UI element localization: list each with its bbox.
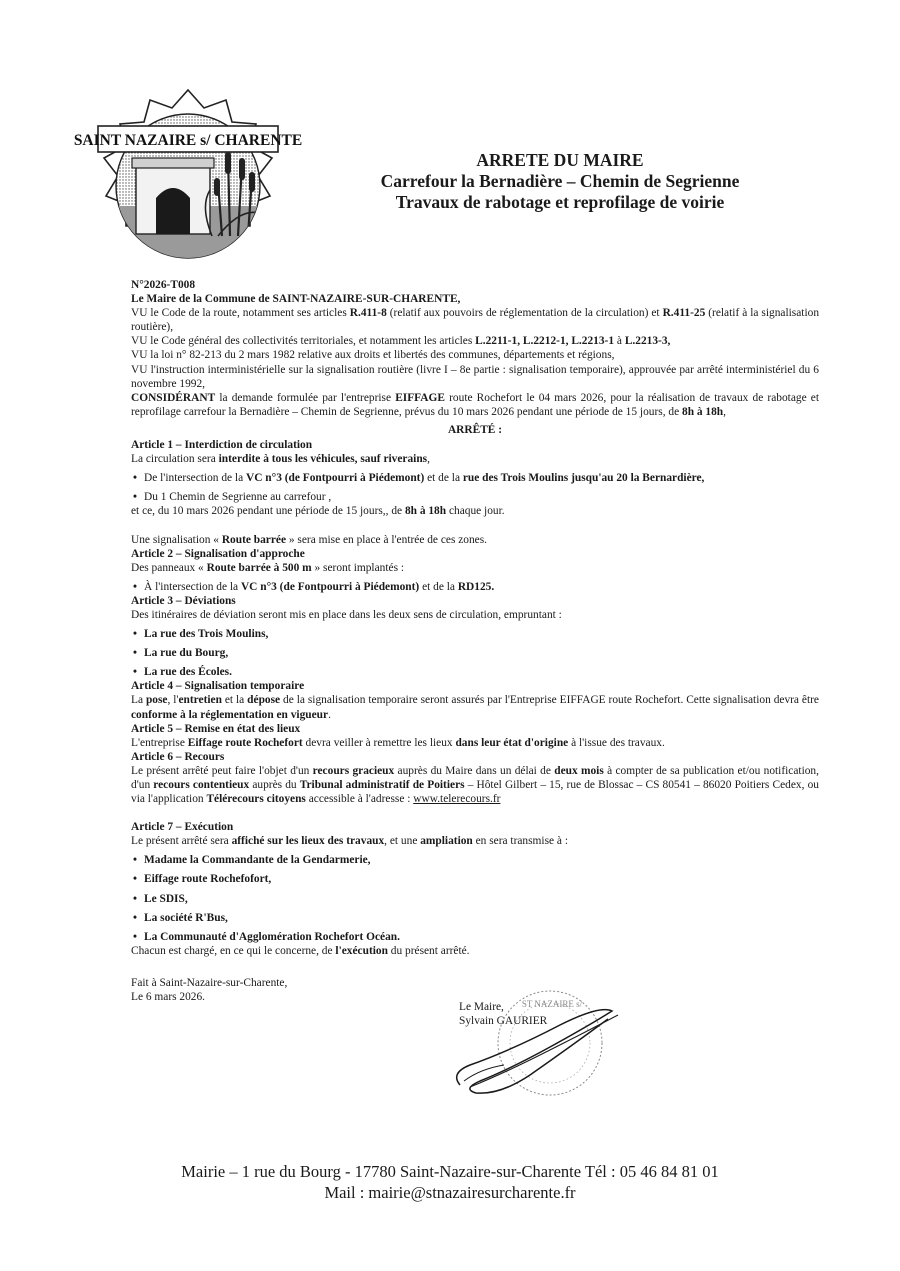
commune-crest-icon [73,86,303,262]
article-1-line: La circulation sera interdite à tous les véhicules, sauf riverains, [131,453,430,466]
bullet-icon: • [133,472,137,485]
signature-role: Le Maire, [459,1001,504,1013]
list-item: • La Communauté d'Agglomération Rochefort Océan. [133,930,400,943]
footer-mail: Mail : mairie@stnazairesurcharente.fr [324,1183,576,1202]
commune-logo [73,86,303,262]
stamp-text: ST NAZAIRE s/ [521,999,583,1009]
signoff-place: Fait à Saint-Nazaire-sur-Charente, [131,977,288,989]
signature-name: Sylvain GAURIER [459,1015,548,1027]
arrete-heading: ARRÊTÉ : [447,423,503,436]
article-4-title: Article 4 – Signalisation temporaire [131,680,305,693]
article-1-bullet-1: • De l'intersection de la VC n°3 (de Fontpourri à Piédemont) et de la rue des Trois Moulins jusqu'au 20 la Bernardière, [133,472,705,485]
list-item: • Le SDIS, [133,892,188,905]
article-6-text: Le présent arrêté peut faire l'objet d'un recours gracieux auprès du Maire dans un délai de deux mois à compter de sa publication et/ou notification, d'un recours contentieux auprès du Tribunal administratif de Poitiers – Hôtel Gilbert – 15, rue de Blossac – CS 80541 – 86020 Poitiers Cedex, ou via l'application Télérecours citoyens accessible à l'adresse : www.telerecours.fr [131,764,819,806]
article-5-title: Article 5 – Remise en état des lieux [131,722,301,735]
considerant: CONSIDÉRANT la demande formulée par l'entreprise EIFFAGE route Rochefort le 04 mars 2026, pour la réalisation de travaux de rabotage et reprofilage carrefour la Bernadière – Chemin de Segrienne, prévus du 10 mars 2026 pendant une période de 15 jours, de 8h à 18h, [131,391,819,418]
article-2-bullet: • À l'intersection de la VC n°3 (de Fontpourri à Piédemont) et de la RD125. [133,580,495,593]
signoff-date: Le 6 mars 2026. [131,991,206,1003]
bullet-icon: • [133,930,137,943]
document-header [330,150,790,213]
article-2-title: Article 2 – Signalisation d'approche [131,547,305,560]
article-5-text: L'entreprise Eiffage route Rochefort devra veiller à remettre les lieux dans leur état d'origine à l'issue des travaux. [131,736,665,749]
signature-block [459,1000,547,1028]
vu-loi: VU la loi n° 82-213 du 2 mars 1982 relative aux droits et libertés des communes, départements et régions, [131,349,615,362]
article-1-title: Article 1 – Interdiction de circulation [131,439,313,452]
article-1-bullet-2: • Du 1 Chemin de Segrienne au carrefour , [133,491,332,504]
document-body [131,278,819,958]
bullet-icon: • [133,854,137,867]
bullet-icon: • [133,666,137,679]
decree-number: N°2026-T008 [131,279,196,291]
document-subject: Travaux de rabotage et reprofilage de voirie [395,192,725,212]
bullet-icon: • [133,873,137,886]
page-footer [0,1161,900,1203]
bullet-icon: • [133,628,137,641]
signoff [131,976,287,1004]
bullet-icon: • [133,491,137,504]
bullet-icon: • [133,647,137,660]
list-item: • La société R'Bus, [133,911,228,924]
article-7-title: Article 7 – Exécution [131,821,234,834]
vu-code-route: VU le Code de la route, notamment ses articles R.411-8 (relatif aux pouvoirs de réglementation de la circulation) et R.411-25 (relatif à la signalisation routière), [131,307,820,334]
vu-cgct: VU le Code général des collectivités territoriales, et notamment les articles L.2211-1, L.2212-1, L.2213-1 à L.2213-3, [131,335,671,348]
mayor-line: Le Maire de la Commune de SAINT-NAZAIRE-SUR-CHARENTE, [131,293,461,306]
article-1-signage: Une signalisation « Route barrée » sera mise en place à l'entrée de ces zones. [131,533,488,546]
list-item: • La rue des Écoles. [133,666,232,679]
list-item: • La rue des Trois Moulins, [133,628,269,641]
list-item: • Eiffage route Rochefofort, [133,873,272,886]
vu-instruction: VU l'instruction interministérielle sur la signalisation routière (livre I – 8e partie : signalisation temporaire), approuvée par arrêté interministériel du 6 novembre 1992, [131,363,819,390]
article-1-period: et ce, du 10 mars 2026 pendant une période de 15 jours,, de 8h à 18h chaque jour. [131,505,505,518]
logo-banner-text: SAINT NAZAIRE s/ CHARENTE [73,132,303,149]
document-title: ARRETE DU MAIRE [476,150,644,170]
article-3-title: Article 3 – Déviations [131,594,236,607]
article-3-line: Des itinéraires de déviation seront mis en place dans les deux sens de circulation, empruntant : [131,608,562,621]
article-7-closing: Chacun est chargé, en ce qui le concerne, de l'exécution du présent arrêté. [131,944,470,957]
list-item: • La rue du Bourg, [133,647,229,660]
bullet-icon: • [133,892,137,905]
article-2-line: Des panneaux « Route barrée à 500 m » seront implantés : [131,561,405,574]
telerecours-link[interactable]: www.telerecours.fr [413,793,501,806]
footer-address: Mairie – 1 rue du Bourg - 17780 Saint-Nazaire-sur-Charente Tél : 05 46 84 81 01 [181,1162,719,1181]
list-item: • Madame la Commandante de la Gendarmerie, [133,854,371,867]
bullet-icon: • [133,911,137,924]
article-4-text: La pose, l'entretien et la dépose de la signalisation temporaire seront assurés par l'Entreprise EIFFAGE route Rochefort. Cette signalisation devra être conforme à la réglementation en vigueur. [131,694,819,721]
document-subtitle: Carrefour la Bernadière – Chemin de Segrienne [380,171,740,191]
article-6-title: Article 6 – Recours [131,750,225,763]
article-7-line: Le présent arrêté sera affiché sur les lieux des travaux, et une ampliation en sera transmise à : [131,835,568,848]
bullet-icon: • [133,580,137,593]
